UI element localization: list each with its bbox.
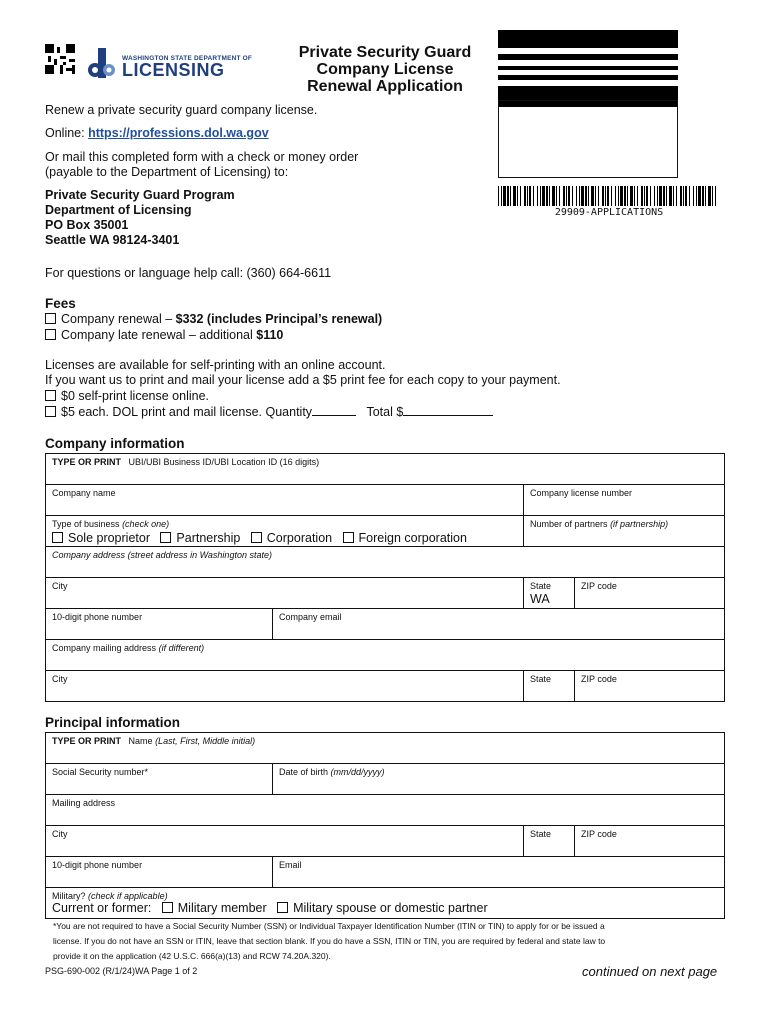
corporation-checkbox[interactable] xyxy=(251,532,262,543)
print-info: Licenses are available for self-printing with an online account. If you want us to print and mail your license add a $5 print fee for each copy to your payment. xyxy=(45,358,561,387)
agency-name-small: WASHINGTON STATE DEPARTMENT OF xyxy=(122,55,253,62)
company-address-row xyxy=(46,547,724,578)
military-spouse-checkbox[interactable] xyxy=(277,902,288,913)
self-print-option[interactable]: $0 self-print license online. xyxy=(45,389,209,404)
online-link[interactable]: https://professions.dol.wa.gov xyxy=(88,126,269,140)
ssn-field[interactable]: Social Security number* xyxy=(52,767,149,777)
dob-field[interactable]: Date of birth (mm/dd/yyyy) xyxy=(272,764,724,794)
fees-heading: Fees xyxy=(45,296,76,311)
principal-email-field[interactable]: Email xyxy=(272,857,724,887)
continued-note: continued on next page xyxy=(582,964,718,979)
principal-zip-field[interactable]: ZIP code xyxy=(574,826,724,856)
principal-state-field[interactable]: State xyxy=(523,826,574,856)
business-type-field: Type of business (check one) Sole proprietor Partnership Corporation Foreign corporation xyxy=(52,519,467,545)
company-mailing-field[interactable]: Company mailing address (if different) xyxy=(52,643,205,653)
self-print-checkbox[interactable] xyxy=(45,390,56,401)
form-id: PSG-690-002 (R/1/24)WA Page 1 of 2 xyxy=(45,966,198,976)
principal-phone-field[interactable]: 10-digit phone number xyxy=(52,860,143,870)
ubi-row xyxy=(46,454,724,485)
principal-form xyxy=(45,732,725,919)
fee-renewal-option[interactable]: Company renewal – $332 (includes Principal’s renewal) xyxy=(45,312,382,327)
principal-city-field[interactable]: City xyxy=(52,829,68,839)
phone-row xyxy=(46,609,724,640)
license-number-field[interactable]: Company license number xyxy=(523,485,724,515)
state-field[interactable]: State WA xyxy=(523,578,574,608)
city-field[interactable]: City xyxy=(52,581,68,591)
online-line xyxy=(45,126,269,141)
state-value: WA xyxy=(530,592,550,606)
mailing-row xyxy=(46,640,724,671)
renewal-checkbox[interactable] xyxy=(45,313,56,324)
zip-field[interactable]: ZIP code xyxy=(574,578,724,608)
partners-field[interactable]: Number of partners (if partnership) xyxy=(523,516,724,546)
redaction-bar xyxy=(498,75,678,80)
dol-print-option[interactable]: $5 each. DOL print and mail license. Quantity Total $ xyxy=(45,405,493,420)
mailing-zip-field[interactable]: ZIP code xyxy=(574,671,724,701)
total-field[interactable] xyxy=(403,414,493,416)
principal-heading: Principal information xyxy=(45,715,181,730)
agency-name-big: LICENSING xyxy=(122,60,225,80)
redaction-bar xyxy=(498,54,678,60)
intro-line: Renew a private security guard company license. xyxy=(45,103,318,117)
company-address-field[interactable]: Company address (street address in Washington state) xyxy=(52,550,272,560)
principal-mailing-field[interactable]: Mailing address xyxy=(52,798,116,808)
mailing-city-field[interactable]: City xyxy=(52,674,68,684)
quantity-field[interactable] xyxy=(312,414,356,416)
online-label: Online: xyxy=(45,126,89,140)
company-name-row xyxy=(46,485,724,516)
help-line: For questions or language help call: (360) 664-6611 xyxy=(45,266,332,280)
principal-name-field[interactable]: TYPE OR PRINT Name (Last, First, Middle initial) xyxy=(52,736,256,746)
mail-instructions: Or mail this completed form with a check or money order (payable to the Department of Licensing) to: xyxy=(45,150,359,179)
barcode-text: 29909-APPLICATIONS xyxy=(554,207,664,218)
business-type-row xyxy=(46,516,724,547)
mailing-address: Private Security Guard Program Department of Licensing PO Box 35001 Seattle WA 98124-3401 xyxy=(45,188,235,247)
company-name-field[interactable]: Company name xyxy=(52,488,116,498)
sole-proprietor-checkbox[interactable] xyxy=(52,532,63,543)
office-use-box xyxy=(498,100,678,178)
form-title: Private Security Guard Company License Renewal Application xyxy=(298,44,472,95)
ubi-field[interactable]: TYPE OR PRINT UBI/UBI Business ID/UBI Location ID (16 digits) xyxy=(52,457,320,467)
city-row xyxy=(46,578,724,609)
redaction-bar xyxy=(498,30,678,48)
foreign-corporation-checkbox[interactable] xyxy=(343,532,354,543)
late-renewal-checkbox[interactable] xyxy=(45,329,56,340)
company-email-field[interactable]: Company email xyxy=(272,609,724,639)
company-heading: Company information xyxy=(45,436,185,451)
partnership-checkbox[interactable] xyxy=(160,532,171,543)
military-field: Military? (check if applicable) Current or former: Military member Military spouse or domestic partner xyxy=(52,891,488,915)
qr-code-icon xyxy=(45,44,75,74)
dol-print-checkbox[interactable] xyxy=(45,406,56,417)
dol-logo-icon xyxy=(88,48,116,78)
military-member-checkbox[interactable] xyxy=(162,902,173,913)
company-form xyxy=(45,453,725,702)
redaction-bar xyxy=(498,66,678,70)
city2-row xyxy=(46,671,724,702)
barcode-icon xyxy=(498,186,720,206)
ssn-footnote: *You are not required to have a Social Security Number (SSN) or Individual Taxpayer Identification Number (ITIN or TIN) to apply for or be issued a license. If you do not have an SSN or ITIN, leave that section blank. If you do have a SSN, ITIN or TIN, you are required by federal and state law to provide it on the application (42 U.S.C. 666(a)(13) and RCW 74.20A.320). xyxy=(53,921,606,961)
phone-field[interactable]: 10-digit phone number xyxy=(52,612,143,622)
mailing-state-field[interactable]: State xyxy=(523,671,574,701)
fee-late-option[interactable]: Company late renewal – additional $110 xyxy=(45,328,283,343)
